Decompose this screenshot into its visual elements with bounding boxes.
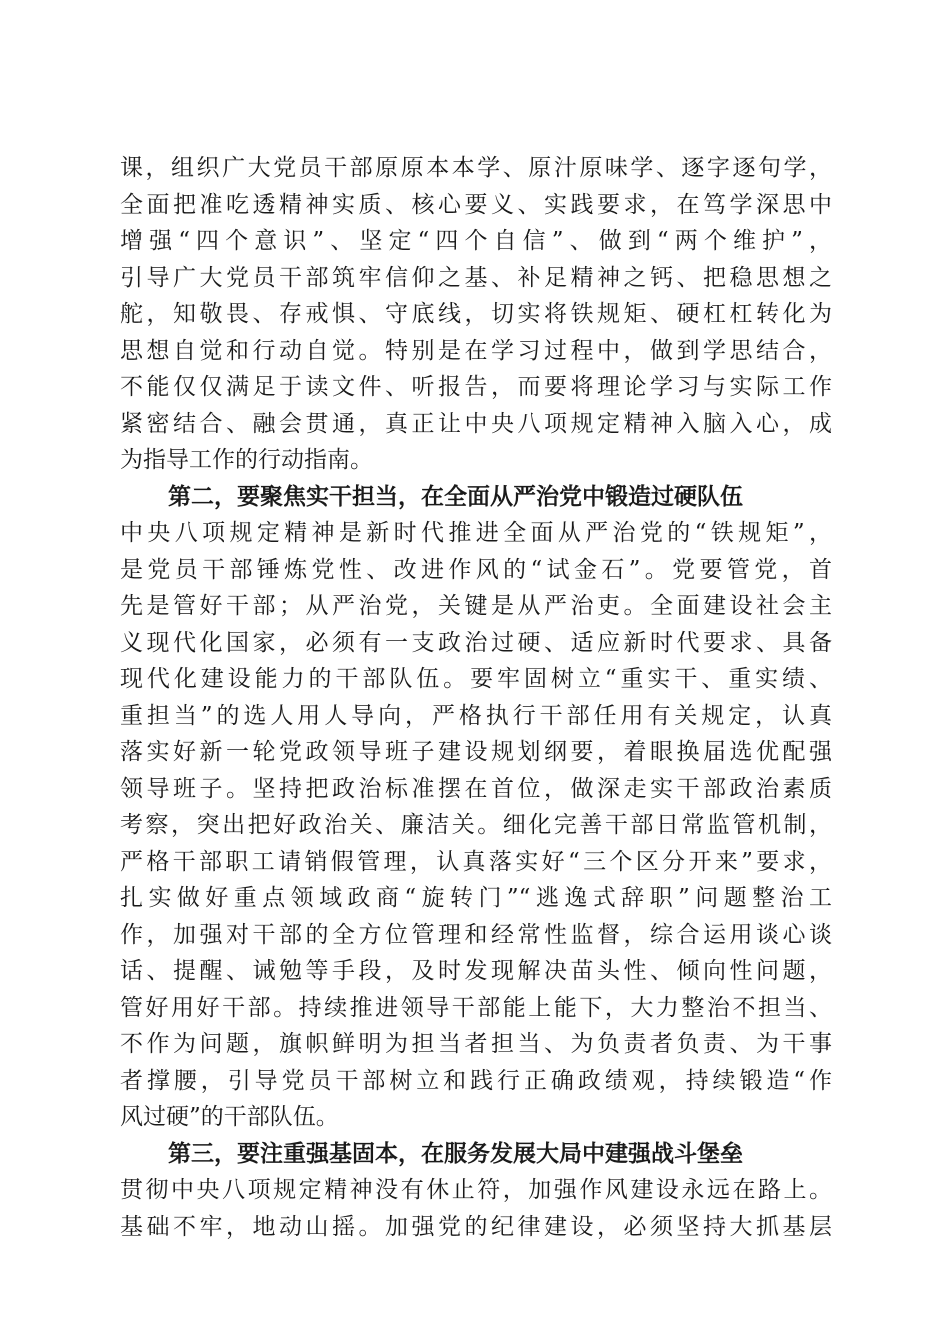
text-line: 者撑腰，引导党员干部树立和践行正确政绩观，持续锻造“作 (120, 1067, 832, 1094)
text-line: 严格干部职工请销假管理，认真落实好“三个区分开来”要求， (120, 848, 832, 875)
section-heading-3: 第三，要注重强基固本，在服务发展大局中建强战斗堡垒 (168, 1140, 743, 1167)
text-line: 不作为问题，旗帜鲜明为担当者担当、为负责者负责、为干事 (120, 1031, 832, 1057)
text-line: 义现代化国家，必须有一支政治过硬、适应新时代要求、具备 (120, 629, 832, 656)
text-line: 思想自觉和行动自觉。特别是在学习过程中，做到学思结合， (120, 337, 832, 364)
text-line: 舵，知敬畏、存戒惧、守底线，切实将铁规矩、硬杠杠转化为 (120, 301, 832, 327)
text-line: 基础不牢，地动山摇。加强党的纪律建设，必须坚持大抓基层 (120, 1213, 832, 1240)
text-line: 引导广大党员干部筑牢信仰之基、补足精神之钙、把稳思想之 (120, 264, 832, 291)
text-line: 先是管好干部；从严治党，关键是从严治吏。全面建设社会主 (120, 593, 832, 619)
text-line: 紧密结合、融会贯通，真正让中央八项规定精神入脑入心，成 (120, 410, 832, 437)
text-line: 扎实做好重点领域政商“旋转门”“逃逸式辞职”问题整治工 (120, 885, 832, 911)
text-line: 不能仅仅满足于读文件、听报告，而要将理论学习与实际工作 (120, 374, 832, 400)
section-heading-2: 第二，要聚焦实干担当，在全面从严治党中锻造过硬队伍 (168, 483, 743, 510)
text-line: 现代化建设能力的干部队伍。要牢固树立“重实干、重实绩、 (120, 666, 832, 692)
text-line: 是党员干部锤炼党性、改进作风的“试金石”。党要管党，首 (120, 556, 832, 583)
text-line: 重担当”的选人用人导向，严格执行干部任用有关规定，认真 (120, 702, 832, 729)
text-line: 贯彻中央八项规定精神没有休止符，加强作风建设永远在路上。 (120, 1177, 832, 1203)
text-line: 课，组织广大党员干部原原本本学、原汁原味学、逐字逐句学， (120, 155, 832, 181)
text-line: 作，加强对干部的全方位管理和经常性监督，综合运用谈心谈 (120, 921, 832, 948)
text-line: 落实好新一轮党政领导班子建设规划纲要，着眼换届选优配强 (120, 739, 832, 765)
text-line: 为指导工作的行动指南。 (120, 447, 373, 473)
text-line: 全面把准吃透精神实质、核心要义、实践要求，在笃学深思中 (120, 191, 832, 218)
text-line: 中央八项规定精神是新时代推进全面从严治党的“铁规矩”， (120, 520, 832, 546)
text-line: 考察，突出把好政治关、廉洁关。细化完善干部日常监管机制， (120, 812, 832, 838)
text-line: 增强“四个意识”、坚定“四个自信”、做到“两个维护”， (120, 228, 832, 254)
text-line: 领导班子。坚持把政治标准摆在首位，做深走实干部政治素质 (120, 775, 832, 802)
document-body (120, 150, 832, 1245)
text-line: 话、提醒、诫勉等手段，及时发现解决苗头性、倾向性问题， (120, 958, 832, 984)
text-line: 管好用好干部。持续推进领导干部能上能下，大力整治不担当、 (120, 994, 832, 1021)
text-line: 风过硬”的干部队伍。 (120, 1104, 339, 1130)
